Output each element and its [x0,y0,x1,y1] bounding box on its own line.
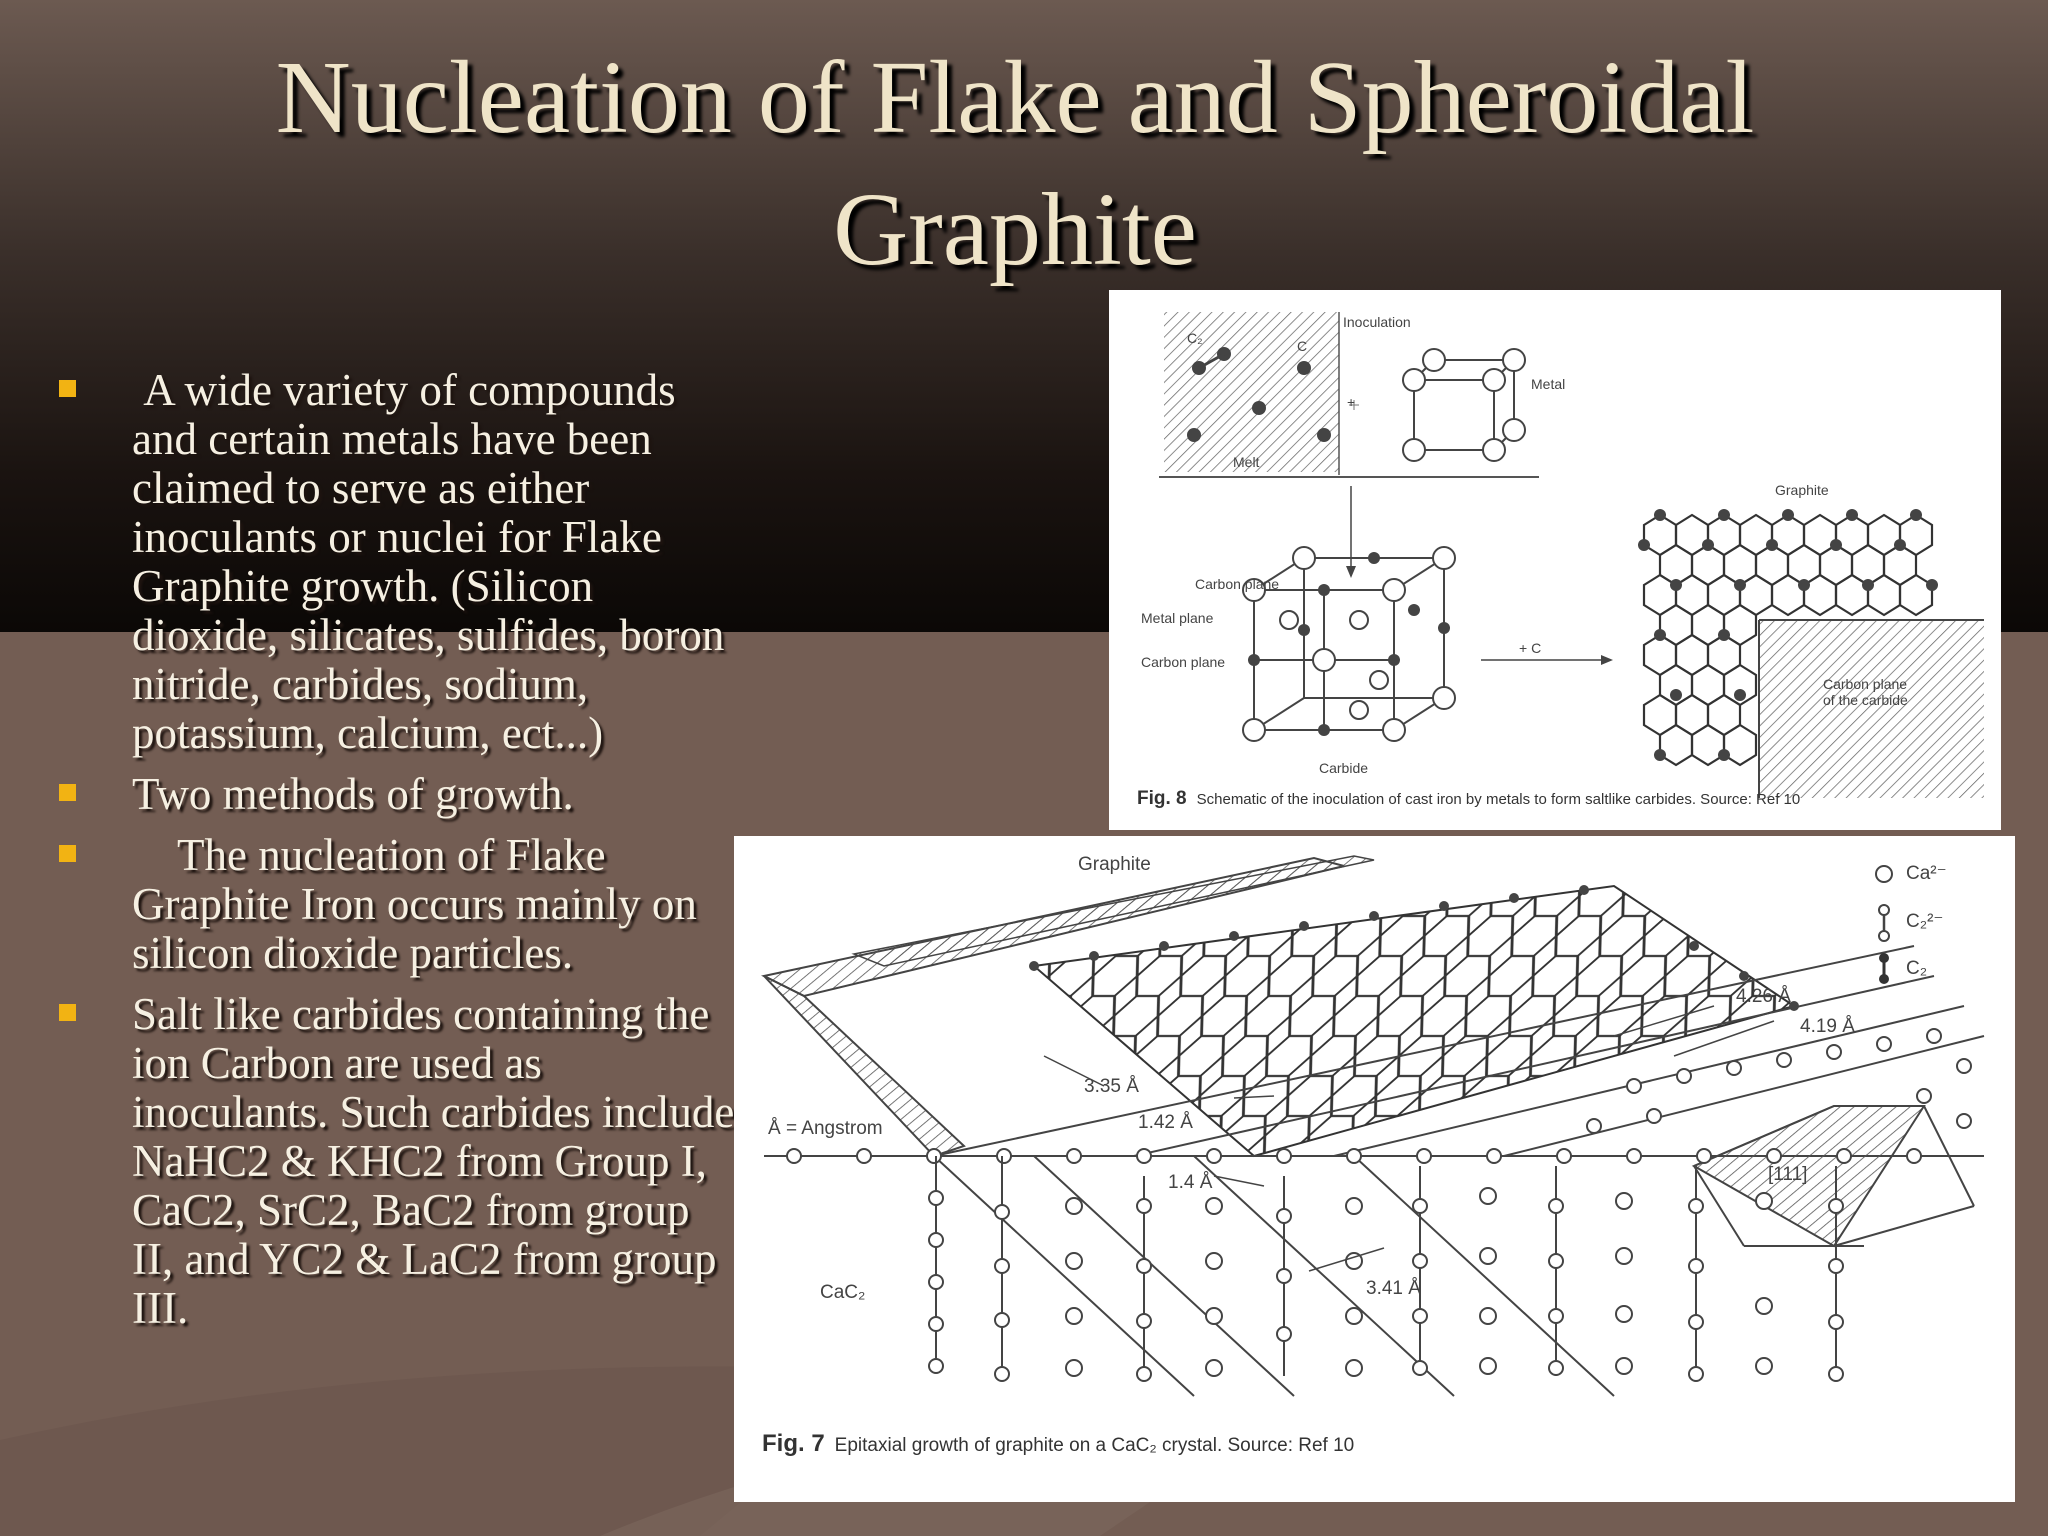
bullet-list [56,366,736,1345]
label-melt: Melt [1233,454,1260,470]
title-line-1: Nucleation of Flake and Spheroidal [275,40,1755,155]
label-metal: Metal [1531,376,1566,392]
label-plus-c: + C [1519,640,1542,656]
label-carbide: Carbide [1319,760,1369,776]
label-inoculation: Inoculation [1343,314,1411,330]
label-carbon-plane-bottom: Carbon plane [1141,654,1226,670]
bullet-square-icon [59,380,76,397]
label-distance-426: 4.26 Å [1736,986,1791,1007]
label-distance-142: 1.42 Å [1138,1112,1193,1133]
bullet-item: Two methods of growth. [56,770,736,819]
label-distance-335: 3.35 Å [1084,1076,1139,1097]
bullet-square-icon [59,1004,76,1021]
bullet-square-icon [59,845,76,862]
figure-7-caption-text: Epitaxial growth of graphite on a CaC₂ crystal. Source: Ref 10 [834,1435,1355,1456]
legend-c2: C₂ [1906,958,1928,979]
figure-7-epitaxial-growth [734,836,2015,1502]
label-cac2: CaC₂ [820,1282,866,1303]
bullet-item: A wide variety of compounds and certain metals have been claimed to serve as either inoculants or nuclei for Flake Graphite growth. (Silicon dioxide, silicates, sulfides, boron nitride, carbides, sodium, potassium, calcium, ect...) [56,366,736,758]
figure-8-caption-text: Schematic of the inoculation of cast iron by metals to form saltlike carbides. Source: Ref 10 [1196,791,1801,808]
figure-8-drawing [1109,290,2001,830]
label-graphite: Graphite [1775,482,1829,498]
title-line-2: Graphite [833,172,1197,287]
legend-ca: Ca²⁻ [1906,863,1947,884]
label-plus: + [1347,394,1356,410]
label-distance-14: 1.4 Å [1168,1172,1213,1193]
figure-8-caption-prefix: Fig. 8 [1137,788,1187,809]
label-metal-plane: Metal plane [1141,610,1214,626]
label-direction-111: [111] [1768,1164,1808,1185]
figure-7-caption-prefix: Fig. 7 [762,1430,825,1457]
label-c2: C₂ [1187,330,1203,346]
slide-title [130,32,1900,296]
bullet-item: The nucleation of Flake Graphite Iron occurs mainly on silicon dioxide particles. [56,831,736,978]
bullet-item: Salt like carbides containing the ion Carbon are used as inoculants. Such carbides include NaHC2 & KHC2 from Group I, CaC2, SrC2, BaC2 from group II, and YC2 & LaC2 from group III. [56,990,736,1333]
label-distance-341: 3.41 Å [1366,1278,1421,1299]
figure-8-inoculation-schematic [1109,290,2001,830]
label-carbon-plane-carbide-2: of the carbide [1823,692,1908,708]
figure-7-drawing [734,836,2015,1502]
figure-7-caption [762,1430,1354,1458]
label-carbon-plane-top: Carbon plane [1195,576,1280,592]
label-angstrom: Å = Angstrom [768,1118,883,1139]
legend-c2-ion: C₂²⁻ [1906,911,1944,932]
label-c: C [1297,338,1308,354]
label-graphite-7: Graphite [1078,854,1151,875]
label-carbon-plane-carbide-1: Carbon plane [1823,676,1908,692]
figure-8-caption [1137,788,1800,810]
bullet-square-icon [59,784,76,801]
label-distance-419: 4.19 Å [1800,1016,1855,1037]
